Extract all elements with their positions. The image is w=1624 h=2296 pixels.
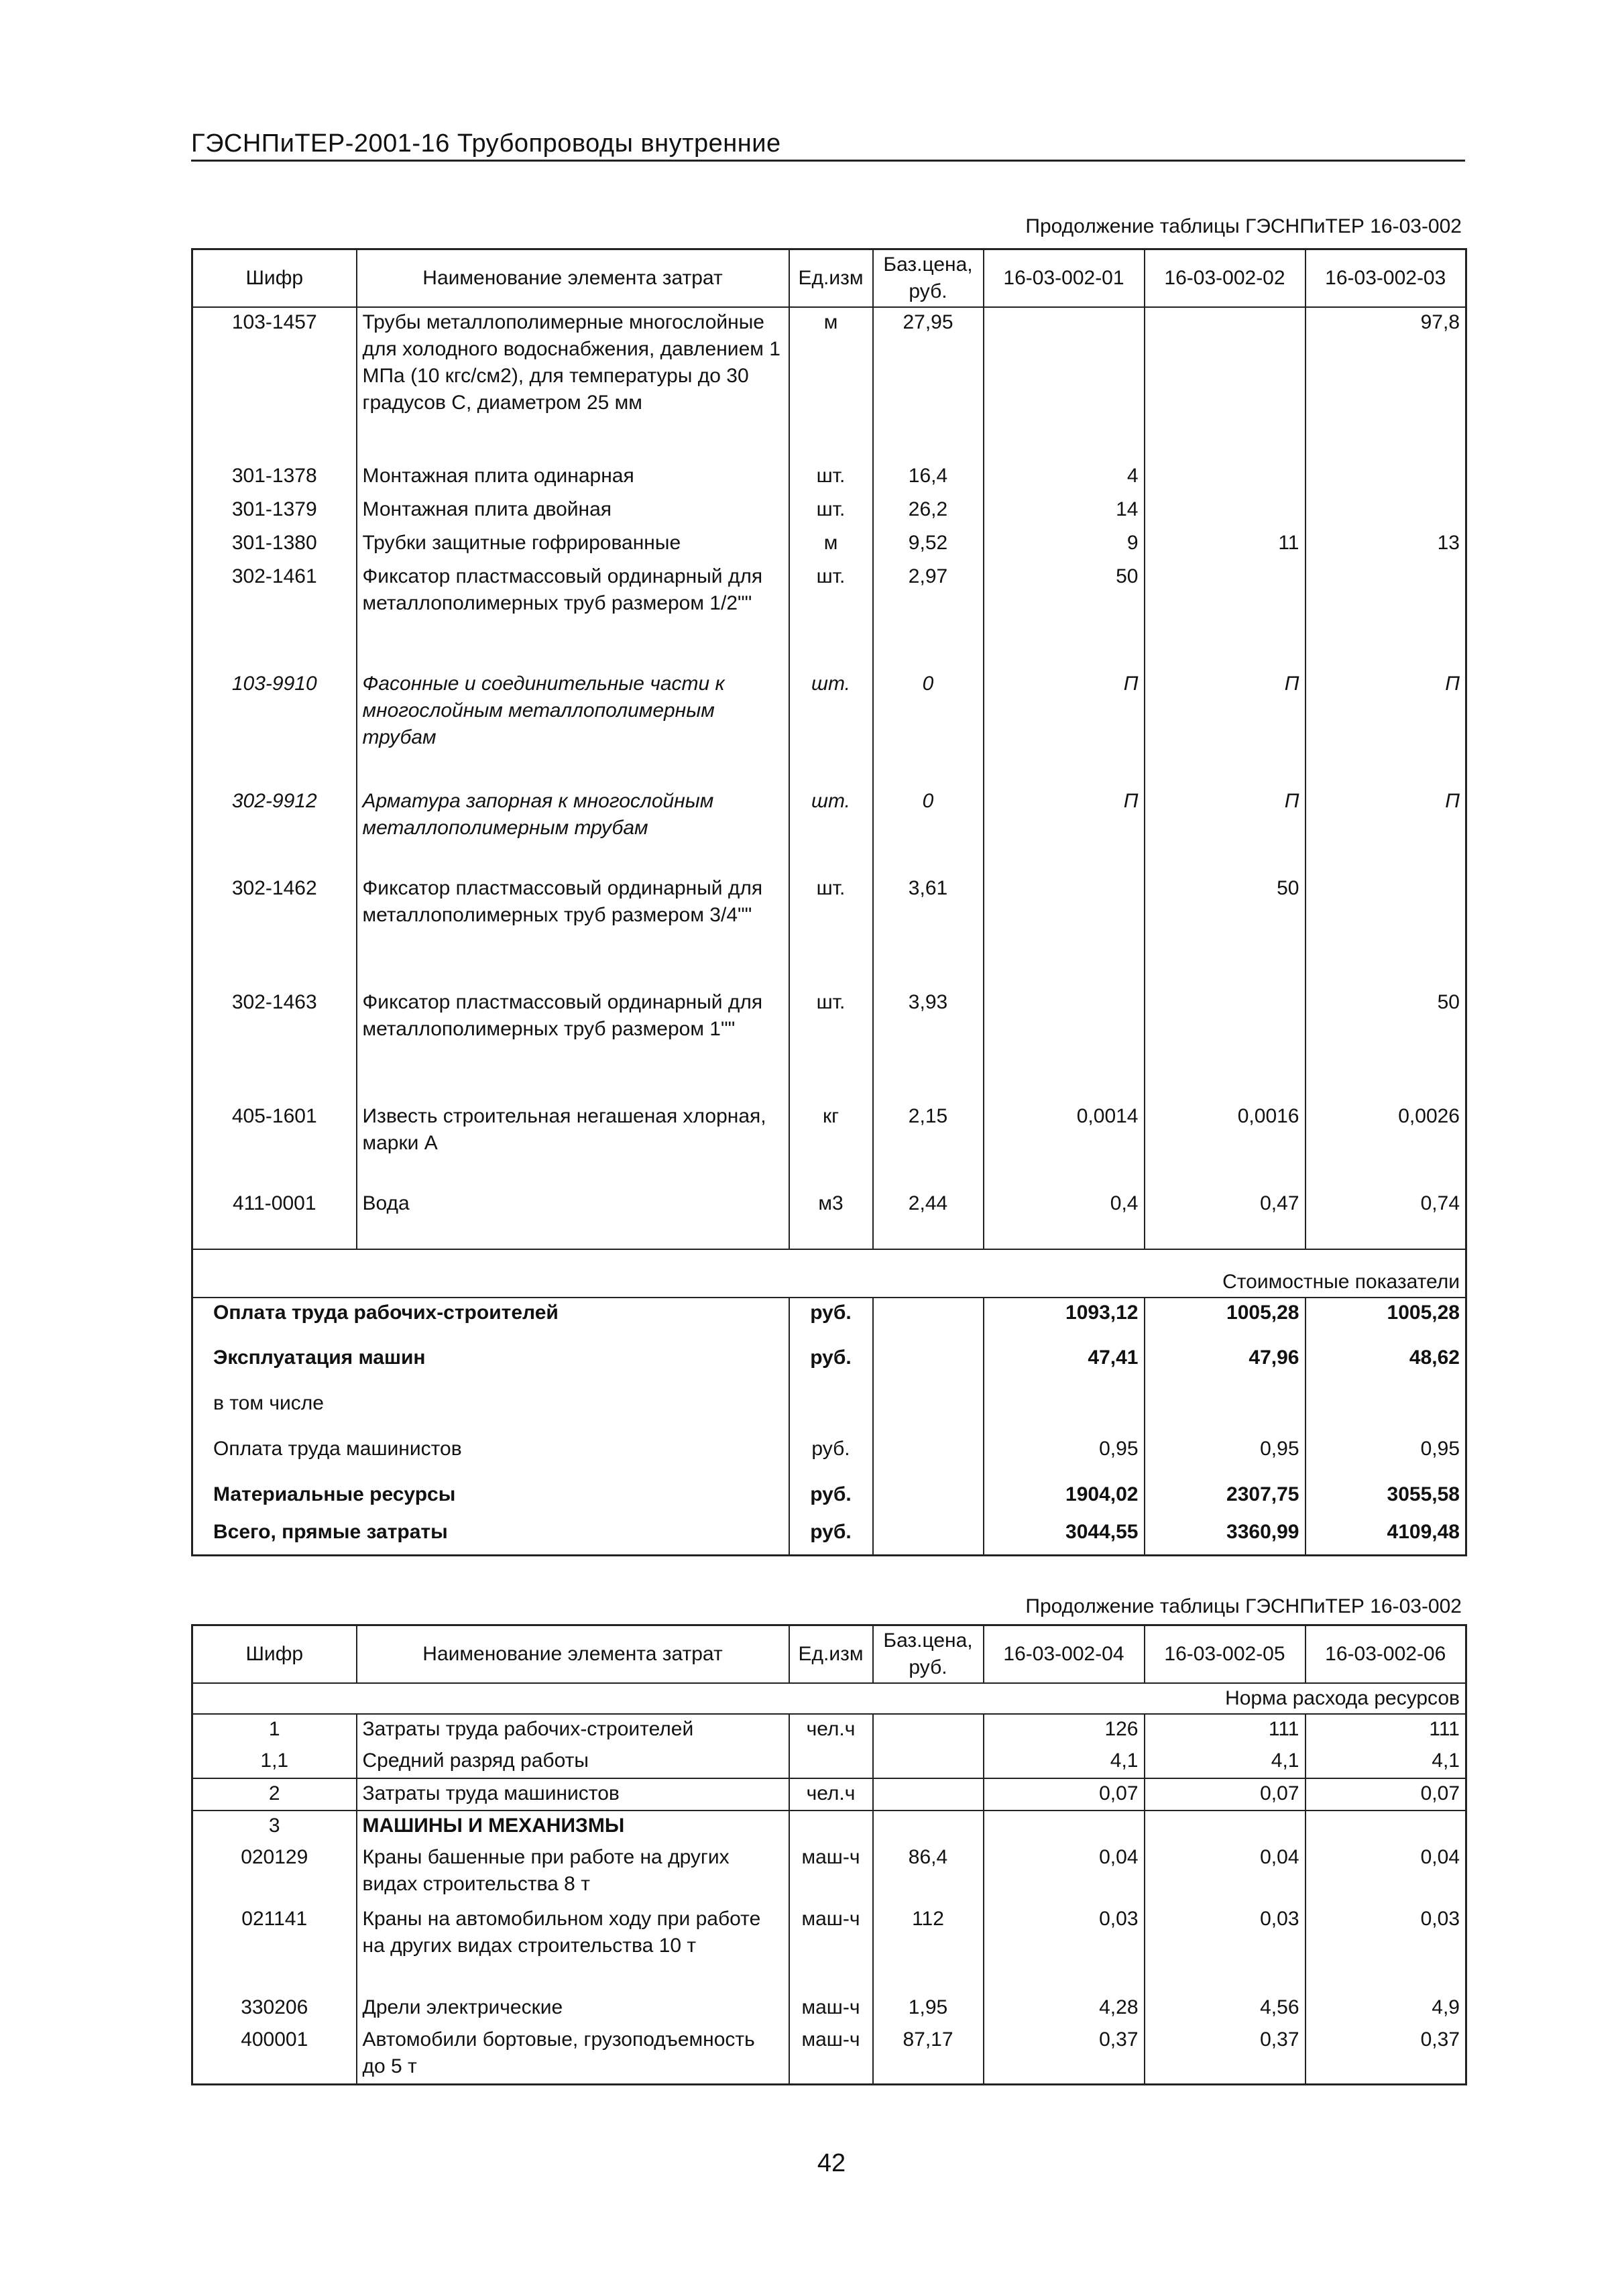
cost-value: 1904,02 [984,1480,1145,1517]
row-value: 111 [1145,1714,1306,1746]
row-value [1306,1811,1466,1843]
row-code: 301-1380 [192,528,357,562]
row-price: 9,52 [873,528,984,562]
cost-value: 3360,99 [1145,1517,1306,1555]
cost-name: Материальные ресурсы [192,1480,789,1517]
table1-continuation: Продолжение таблицы ГЭСНПиТЕР 16-03-002 [1025,215,1462,237]
row-name: Фиксатор пластмассовый ординарный для металлополимерных труб размером 3/4"" [357,874,789,988]
row-value [1145,307,1306,461]
row-price: 26,2 [873,495,984,528]
cost-value: 47,41 [984,1343,1145,1389]
row-price: 112 [873,1904,984,1993]
row-unit: чел.ч [789,1778,873,1811]
row-price: 2,44 [873,1189,984,1249]
header-row [192,249,1466,308]
cost-value: 3044,55 [984,1517,1145,1555]
row-value: П [1306,669,1466,787]
cost-name: Оплата труда рабочих-строителей [192,1298,789,1343]
cost-value: 4109,48 [1306,1517,1466,1555]
row-value [1306,461,1466,495]
row-value: 97,8 [1306,307,1466,461]
row-unit [789,1811,873,1843]
row-price [873,1746,984,1778]
row-name: Трубки защитные гофрированные [357,528,789,562]
column-header: Шифр [192,249,357,308]
row-code: 3 [192,1811,357,1843]
column-header: 16-03-002-04 [984,1625,1145,1684]
row-value: 0,03 [1145,1904,1306,1993]
row-code: 330206 [192,1993,357,2025]
row-value [984,1811,1145,1843]
row-value: 111 [1306,1714,1466,1746]
table-row [192,1778,1466,1811]
row-value: 0,04 [1145,1843,1306,1904]
table-row [192,1843,1466,1904]
cost-price [873,1389,984,1434]
column-header: Ед.изм [789,1625,873,1684]
table-row [192,562,1466,669]
row-name: Затраты труда машинистов [357,1778,789,1811]
cost-value: 48,62 [1306,1343,1466,1389]
row-name: Краны башенные при работе на других видах строительства 8 т [357,1843,789,1904]
cost-value: 0,95 [1145,1434,1306,1480]
table-row [192,1714,1466,1746]
row-price: 3,61 [873,874,984,988]
row-value: 4,1 [1145,1746,1306,1778]
row-name: Фиксатор пластмассовый ординарный для металлополимерных труб размером 1/2"" [357,562,789,669]
row-price: 0 [873,669,984,787]
row-value: 0,07 [984,1778,1145,1811]
row-code: 103-9910 [192,669,357,787]
table-row [192,1811,1466,1843]
row-code: 302-9912 [192,787,357,874]
cost-price [873,1343,984,1389]
row-unit: шт. [789,988,873,1102]
cost-price [873,1517,984,1555]
cost-value: 0,95 [1306,1434,1466,1480]
row-price [873,1811,984,1843]
row-price: 1,95 [873,1993,984,2025]
row-value [1145,495,1306,528]
row-value [1145,988,1306,1102]
cost-value [1306,1389,1466,1434]
row-value: 0,0026 [1306,1102,1466,1189]
cost-name: Оплата труда машинистов [192,1434,789,1480]
column-header: Наименование элемента затрат [357,249,789,308]
row-value: 9 [984,528,1145,562]
resource-table-1 [191,248,1467,1556]
section-row [192,1249,1466,1298]
cost-row [192,1298,1466,1343]
row-value [1145,1811,1306,1843]
cost-value: 2307,75 [1145,1480,1306,1517]
table-row [192,669,1466,787]
cost-price [873,1480,984,1517]
row-value: 126 [984,1714,1145,1746]
cost-value: 47,96 [1145,1343,1306,1389]
row-unit [789,1746,873,1778]
row-price [873,1778,984,1811]
row-code: 2 [192,1778,357,1811]
column-header: 16-03-002-01 [984,249,1145,308]
cost-name: Эксплуатация машин [192,1343,789,1389]
table-row [192,1189,1466,1249]
row-value: П [1306,787,1466,874]
column-header: Ед.изм [789,249,873,308]
column-header: 16-03-002-03 [1306,249,1466,308]
row-code: 1,1 [192,1746,357,1778]
row-value: 4,56 [1145,1993,1306,2025]
cost-row [192,1389,1466,1434]
row-name: Фиксатор пластмассовый ординарный для металлополимерных труб размером 1"" [357,988,789,1102]
row-unit: шт. [789,495,873,528]
row-price: 2,97 [873,562,984,669]
column-header: 16-03-002-05 [1145,1625,1306,1684]
cost-row [192,1343,1466,1389]
row-value: П [984,787,1145,874]
cost-value [984,1389,1145,1434]
row-value: 0,37 [984,2025,1145,2084]
row-value: 0,03 [1306,1904,1466,1993]
row-value [1306,562,1466,669]
row-unit: м [789,307,873,461]
row-value: 11 [1145,528,1306,562]
table-row [192,1746,1466,1778]
row-name: Средний разряд работы [357,1746,789,1778]
row-code: 020129 [192,1843,357,1904]
row-value [1306,874,1466,988]
column-header: Баз.цена, руб. [873,1625,984,1684]
cost-unit: руб. [789,1517,873,1555]
cost-unit: руб. [789,1434,873,1480]
row-price: 86,4 [873,1843,984,1904]
table-row [192,1904,1466,1993]
row-name: МАШИНЫ И МЕХАНИЗМЫ [357,1811,789,1843]
row-unit: маш-ч [789,2025,873,2084]
table-row [192,787,1466,874]
row-value: 0,37 [1145,2025,1306,2084]
row-name: Вода [357,1189,789,1249]
table2-continuation: Продолжение таблицы ГЭСНПиТЕР 16-03-002 [1025,1595,1462,1617]
row-price: 87,17 [873,2025,984,2084]
column-header: Шифр [192,1625,357,1684]
column-header: Наименование элемента затрат [357,1625,789,1684]
row-code: 405-1601 [192,1102,357,1189]
row-price: 27,95 [873,307,984,461]
row-code: 400001 [192,2025,357,2084]
row-value: 4,1 [984,1746,1145,1778]
row-value: 0,0014 [984,1102,1145,1189]
table-row [192,1102,1466,1189]
table-row [192,2025,1466,2084]
page-number: 42 [817,2149,846,2177]
section-row [192,1683,1466,1714]
cost-value: 1093,12 [984,1298,1145,1343]
row-value: П [984,669,1145,787]
column-header: 16-03-002-06 [1306,1625,1466,1684]
cost-unit: руб. [789,1298,873,1343]
table-row [192,988,1466,1102]
row-code: 301-1378 [192,461,357,495]
row-value: 50 [1306,988,1466,1102]
cost-value: 0,95 [984,1434,1145,1480]
row-unit: маш-ч [789,1904,873,1993]
row-value: 0,03 [984,1904,1145,1993]
section-label: Норма расхода ресурсов [192,1683,1466,1714]
table-row [192,1993,1466,2025]
row-name: Автомобили бортовые, грузоподъемность до 5 т [357,2025,789,2084]
row-value: П [1145,787,1306,874]
row-name: Арматура запорная к многослойным металлополимерным трубам [357,787,789,874]
row-value: 0,4 [984,1189,1145,1249]
row-value: П [1145,669,1306,787]
row-value [1145,461,1306,495]
row-name: Монтажная плита двойная [357,495,789,528]
row-name: Трубы металлополимерные многослойные для холодного водоснабжения, давлением 1 МПа (10 кгс/см2), для температуры до 30 градусов С, диаметром 25 мм [357,307,789,461]
page-header: ГЭСНПиТЕР-2001-16 Трубопроводы внутренние [191,127,1465,162]
table-row [192,307,1466,461]
header-row [192,1625,1466,1684]
row-value: 0,04 [984,1843,1145,1904]
row-value: 4,1 [1306,1746,1466,1778]
section-label: Стоимостные показатели [192,1249,1466,1298]
row-price: 0 [873,787,984,874]
row-unit: маш-ч [789,1843,873,1904]
row-value: 4,28 [984,1993,1145,2025]
row-unit: шт. [789,874,873,988]
cost-value: 1005,28 [1145,1298,1306,1343]
cost-row [192,1517,1466,1555]
cost-unit [789,1389,873,1434]
row-value [984,874,1145,988]
row-unit: м3 [789,1189,873,1249]
column-header: Баз.цена, руб. [873,249,984,308]
column-header: 16-03-002-02 [1145,249,1306,308]
row-value: 0,74 [1306,1189,1466,1249]
row-code: 411-0001 [192,1189,357,1249]
cost-price [873,1298,984,1343]
row-code: 103-1457 [192,307,357,461]
row-price: 2,15 [873,1102,984,1189]
row-value [1145,562,1306,669]
row-unit: м [789,528,873,562]
row-value: 4,9 [1306,1993,1466,2025]
row-value: 4 [984,461,1145,495]
row-name: Известь строительная негашеная хлорная, марки А [357,1102,789,1189]
row-unit: маш-ч [789,1993,873,2025]
cost-value: 3055,58 [1306,1480,1466,1517]
row-value [984,988,1145,1102]
row-unit: шт. [789,461,873,495]
cost-row [192,1480,1466,1517]
row-value: 50 [1145,874,1306,988]
cost-unit: руб. [789,1480,873,1517]
row-name: Фасонные и соединительные части к многослойным металлополимерным трубам [357,669,789,787]
row-code: 301-1379 [192,495,357,528]
row-name: Затраты труда рабочих-строителей [357,1714,789,1746]
table-row [192,461,1466,495]
row-code: 302-1461 [192,562,357,669]
row-value: 0,0016 [1145,1102,1306,1189]
row-value: 50 [984,562,1145,669]
row-value: 14 [984,495,1145,528]
row-unit: кг [789,1102,873,1189]
row-name: Дрели электрические [357,1993,789,2025]
row-value: 13 [1306,528,1466,562]
table-row [192,495,1466,528]
row-value: 0,47 [1145,1189,1306,1249]
row-value: 0,37 [1306,2025,1466,2084]
row-code: 021141 [192,1904,357,1993]
cost-name: Всего, прямые затраты [192,1517,789,1555]
cost-name: в том числе [192,1389,789,1434]
row-value: 0,04 [1306,1843,1466,1904]
row-code: 302-1463 [192,988,357,1102]
row-value [984,307,1145,461]
row-price: 16,4 [873,461,984,495]
table-row [192,874,1466,988]
resource-table-2 [191,1624,1467,2085]
cost-value [1145,1389,1306,1434]
row-unit: шт. [789,669,873,787]
row-unit: шт. [789,562,873,669]
cost-row [192,1434,1466,1480]
cost-unit: руб. [789,1343,873,1389]
row-unit: шт. [789,787,873,874]
row-price: 3,93 [873,988,984,1102]
row-code: 302-1462 [192,874,357,988]
row-name: Монтажная плита одинарная [357,461,789,495]
row-value [1306,495,1466,528]
row-value: 0,07 [1145,1778,1306,1811]
row-unit: чел.ч [789,1714,873,1746]
row-name: Краны на автомобильном ходу при работе на других видах строительства 10 т [357,1904,789,1993]
cost-value: 1005,28 [1306,1298,1466,1343]
table-row [192,528,1466,562]
row-value: 0,07 [1306,1778,1466,1811]
row-code: 1 [192,1714,357,1746]
row-price [873,1714,984,1746]
cost-price [873,1434,984,1480]
